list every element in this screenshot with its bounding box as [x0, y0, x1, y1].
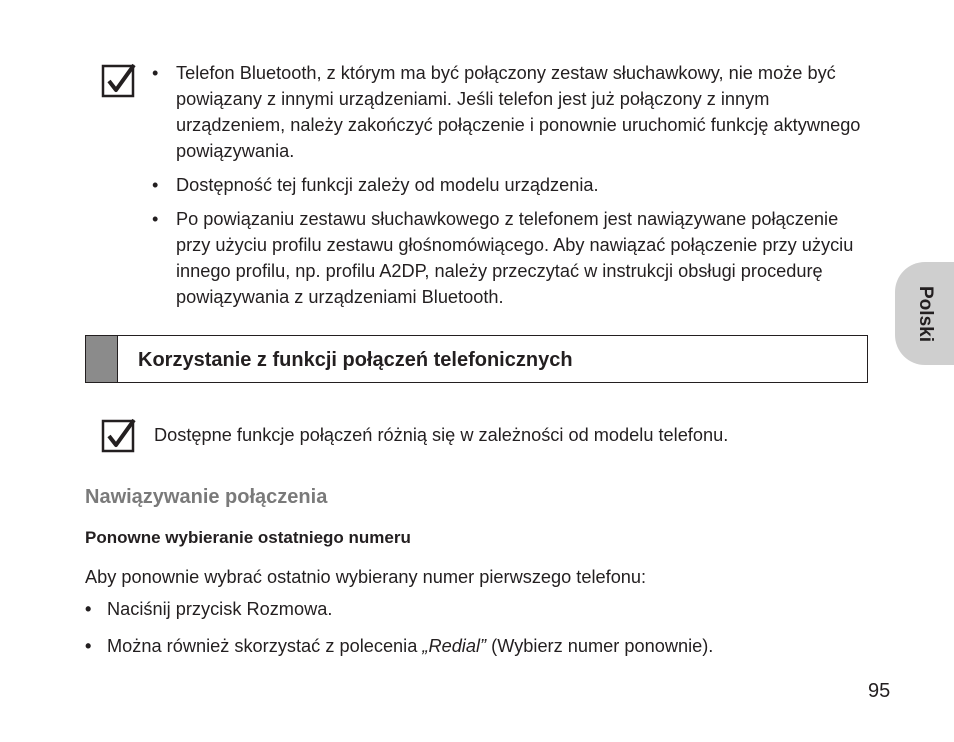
checkbox-note-icon [101, 63, 137, 99]
note-text: Dostępne funkcje połączeń różnią się w zależności od modelu telefonu. [154, 425, 729, 445]
intro-paragraph: Aby ponownie wybrać ostatnio wybierany numer pierwszego telefonu: [85, 567, 647, 587]
list-item [85, 596, 845, 622]
subsubsection-title: Ponowne wybieranie ostatniego numeru [85, 528, 411, 547]
bullet: • [152, 209, 159, 229]
section-header [85, 335, 868, 383]
list-item [152, 172, 862, 198]
note-text: Telefon Bluetooth, z którym ma być połączony zestaw słuchawkowy, nie może być powiązany z innymi urządzeniami. Jeśli telefon jest już połączony z innym urządzeniem, należy zakończyć połączenie i ponownie uruchomić funkcję aktywnego powiązywania. [176, 63, 861, 161]
note-text: Po powiązaniu zestawu słuchawkowego z telefonem jest nawiązywane połączenie przy użyciu profilu zestawu głośnomówiącego. Aby nawiązać połączenie przy użyciu innego profilu, np. profilu A2DP, należy przeczytać w instrukcji obsługi procedurę powiązywania z urządzeniami Bluetooth. [176, 209, 854, 307]
instruction-list [85, 596, 845, 670]
section-marker [86, 336, 118, 382]
list-item [85, 633, 845, 659]
page-number: 95 [868, 680, 891, 702]
instruction-text: Można również skorzystać z polecenia [107, 636, 423, 656]
instruction-text: Naciśnij przycisk Rozmowa. [107, 599, 333, 619]
bullet: • [85, 636, 92, 656]
command-name: „Redial” [422, 636, 487, 656]
language-tab [895, 262, 954, 365]
note-list [152, 60, 862, 318]
bullet: • [152, 63, 159, 83]
section-title: Korzystanie z funkcji połączeń telefonicznych [138, 349, 573, 371]
language-tab-label: Polski [914, 285, 936, 342]
note-text: Dostępność tej funkcji zależy od modelu urządzenia. [176, 175, 599, 195]
checkbox-note-icon [101, 418, 137, 454]
bullet: • [152, 175, 159, 195]
instruction-text: (Wybierz numer ponownie). [486, 636, 714, 656]
bullet: • [85, 599, 92, 619]
list-item [152, 60, 862, 164]
list-item [152, 206, 862, 310]
subsection-title: Nawiązywanie połączenia [85, 486, 328, 508]
